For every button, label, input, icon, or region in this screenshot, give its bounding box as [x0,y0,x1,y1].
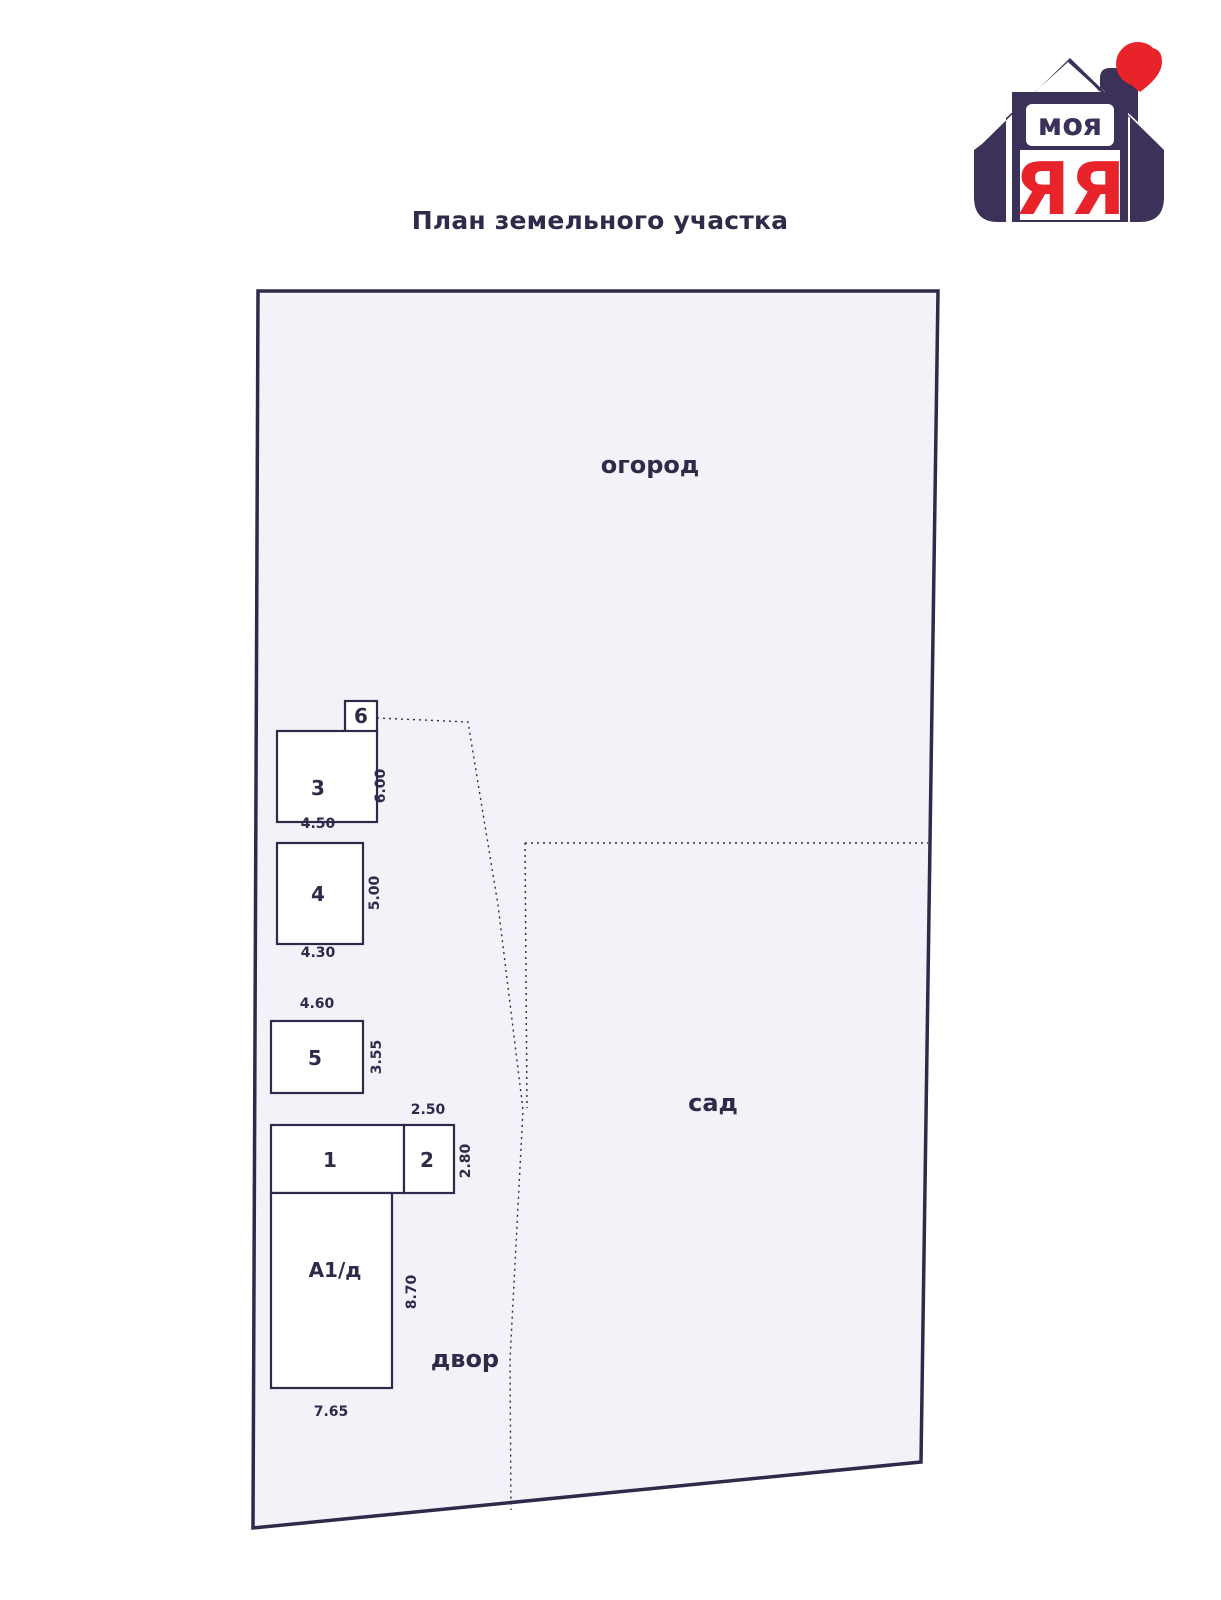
dimension-5-00: 5.00 [367,875,383,911]
dimension-4-60: 4.60 [299,996,335,1012]
building-1-shape [271,1125,404,1193]
building-label-1: 1 [323,1148,337,1172]
building-label-3: 3 [311,776,325,800]
dimension-3-55: 3.55 [369,1039,385,1075]
logo-word-top: моя [1037,108,1103,143]
zone-label-ogorod: огород [600,451,700,479]
zone-label-sad: сад [688,1089,738,1117]
building-label-2: 2 [420,1148,434,1172]
dimension-4-30: 4.30 [300,945,336,961]
building-label-6: 6 [354,704,368,728]
dimension-4-50: 4.50 [300,816,336,832]
building-a1d-shape [271,1193,392,1388]
building-label-4: 4 [311,882,325,906]
zone-label-dvor: двор [430,1345,500,1373]
building-label-a1d: А1/д [308,1258,362,1282]
dimension-2-80: 2.80 [458,1143,474,1179]
logo-word-main: ЯЯ [1014,147,1126,231]
dimension-2-50: 2.50 [410,1102,446,1118]
dimension-8-70: 8.70 [404,1274,420,1310]
page-title: План земельного участка [411,206,789,235]
dimension-7-65: 7.65 [313,1404,349,1420]
dimension-6-00: 6.00 [373,768,389,804]
building-3-shape [277,731,377,822]
building-label-5: 5 [308,1046,322,1070]
